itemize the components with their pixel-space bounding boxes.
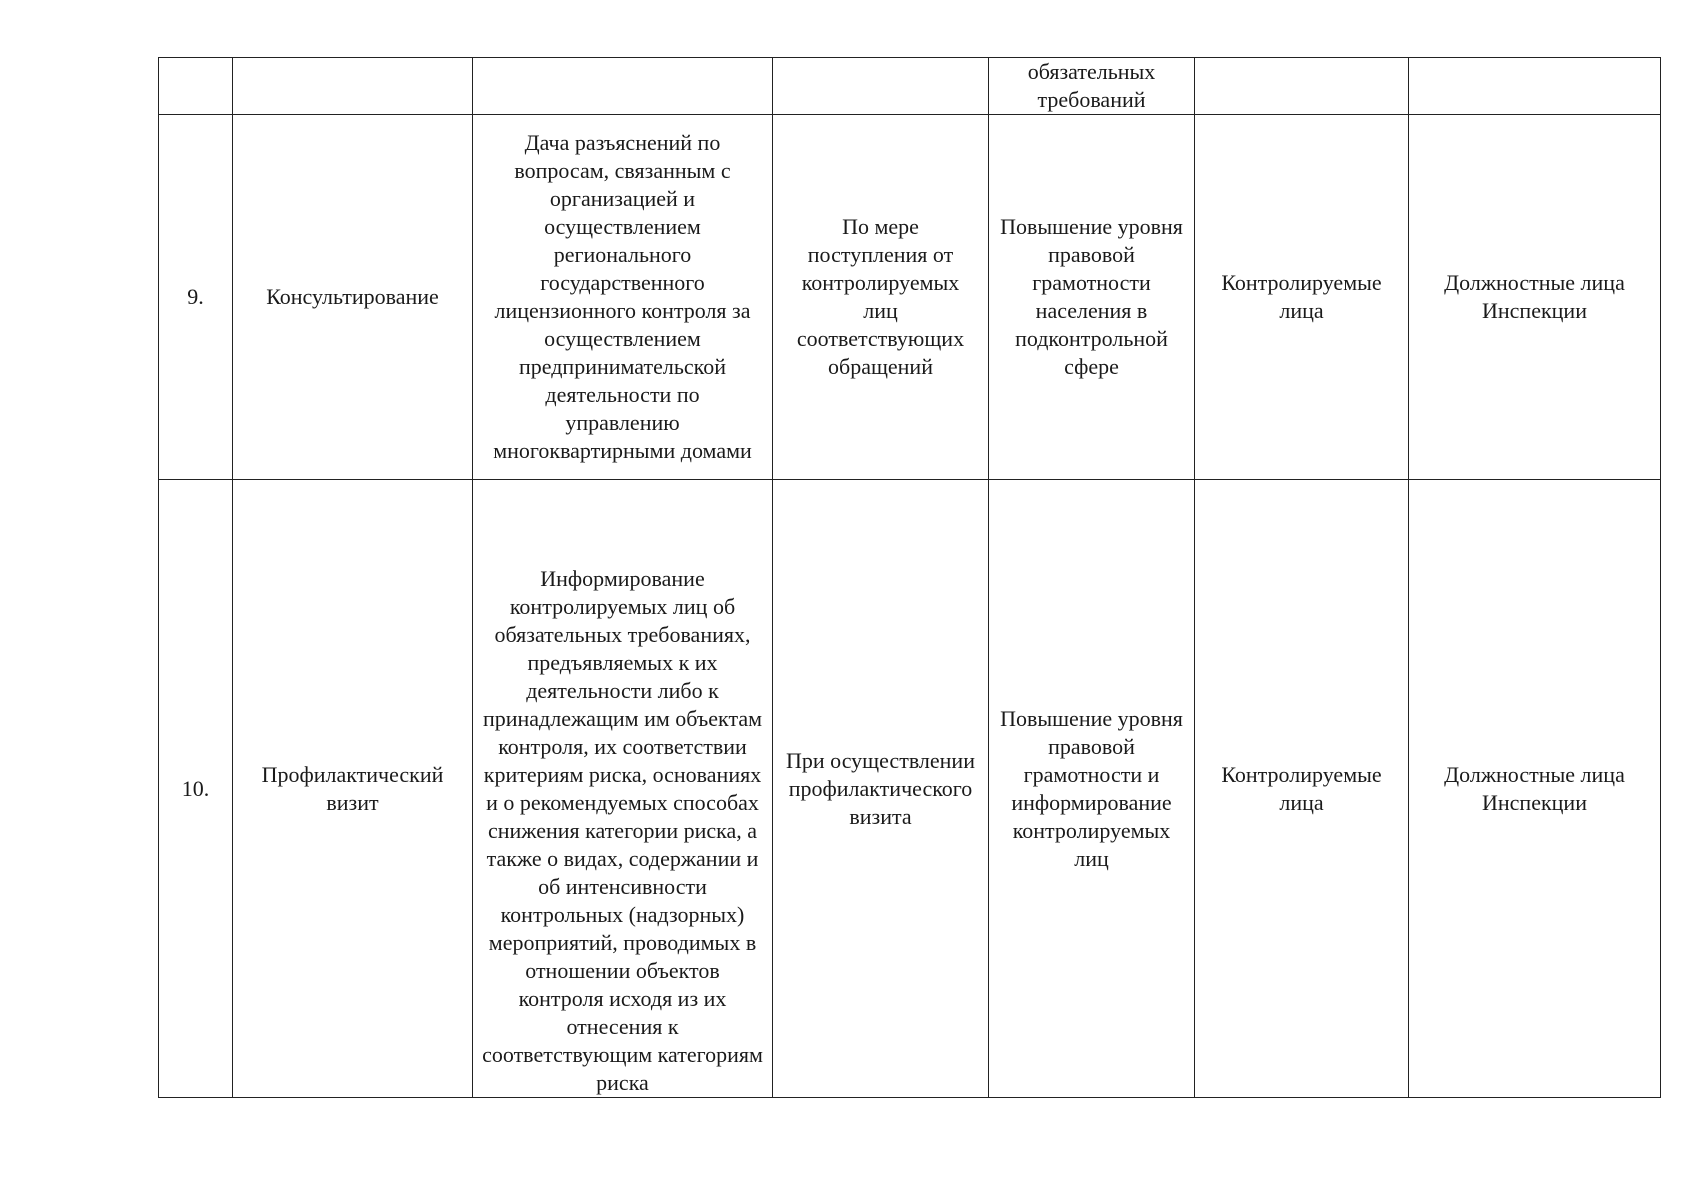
cell-subjects [1195, 58, 1409, 115]
cell-term: По мере поступления от контролируемых лиц соответствующих обращений [773, 115, 989, 480]
cell-responsible [1409, 58, 1661, 115]
table-row-continued [159, 58, 1661, 115]
cell-description: Дача разъяснений по вопросам, связанным с организацией и осуществлением регионального государственного лицензионного контроля за осуществлением предпринимательской деятельности по управлению многоквартирными домами [473, 115, 773, 480]
cell-responsible: Должностные лица Инспекции [1409, 115, 1661, 480]
cell-name: Профилактический визит [233, 480, 473, 1098]
cell-name [233, 58, 473, 115]
table-row [159, 115, 1661, 480]
cell-number: 10. [159, 480, 233, 1098]
measures-table [158, 57, 1661, 1098]
cell-description: Информирование контролируемых лиц об обязательных требованиях, предъявляемых к их деятельности либо к принадлежащим им объектам контроля, их соответствии критериям риска, основаниях и о рекомендуемых способах снижения категории риска, а также о видах, содержании и об интенсивности контрольных (надзорных) мероприятий, проводимых в отношении объектов контроля исходя из их отнесения к соответствующим категориям риска [473, 480, 773, 1098]
cell-responsible: Должностные лица Инспекции [1409, 480, 1661, 1098]
cell-result: обязательных требований [989, 58, 1195, 115]
cell-description [473, 58, 773, 115]
table-row [159, 480, 1661, 1098]
cell-number [159, 58, 233, 115]
cell-subjects: Контролируемые лица [1195, 480, 1409, 1098]
cell-name: Консультирование [233, 115, 473, 480]
cell-term [773, 58, 989, 115]
cell-number: 9. [159, 115, 233, 480]
cell-term: При осуществлении профилактического визита [773, 480, 989, 1098]
cell-result: Повышение уровня правовой грамотности и информирование контролируемых лиц [989, 480, 1195, 1098]
cell-subjects: Контролируемые лица [1195, 115, 1409, 480]
cell-result: Повышение уровня правовой грамотности населения в подконтрольной сфере [989, 115, 1195, 480]
